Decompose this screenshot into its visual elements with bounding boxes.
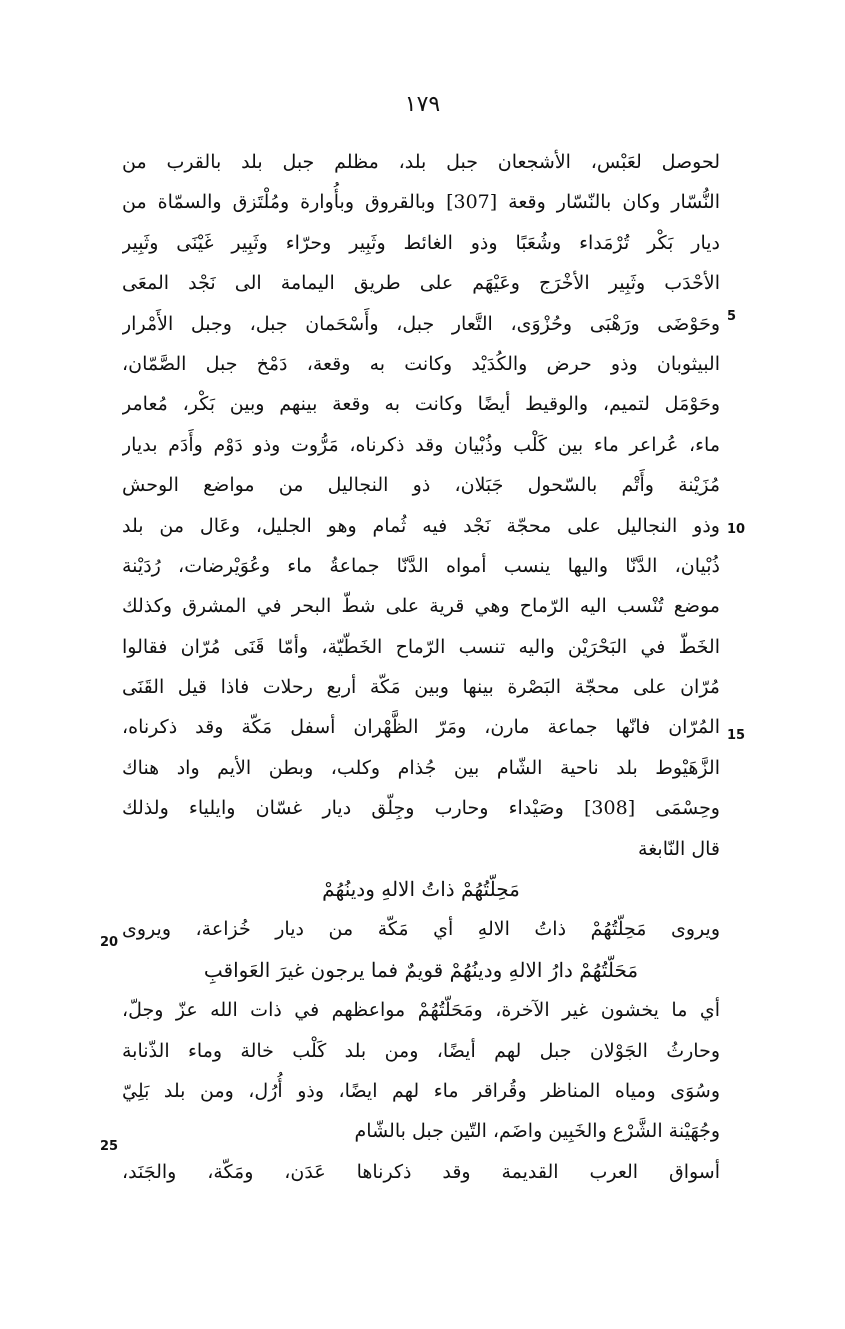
margin-line-number-20: 20 bbox=[100, 935, 119, 950]
text-line-4: الأحْدَب وثَبِير الأخْرَج وعَيْهَم على طريق اليمامة الى نَجْد المعَى bbox=[122, 272, 720, 295]
text-line-12: موضع تُنْسب اليه الرّماح وهي قرية على شطّ البحر في المشرق وكذلك bbox=[122, 595, 720, 618]
text-line-16: الزَّهَيْوط بلد ناحية الشّام بين جُذام وكلب، وبطن الأيم واد هناك bbox=[122, 756, 720, 779]
text-line-2: النُّسّار وكان بالنّسّار وقعة [307] وبالقروق وبأُوارة ومُلْتَزق والسمّاة من bbox=[122, 191, 720, 214]
text-line-26: أسواق العرب القديمة وقد ذكرناها عَدَن، ومَكّة، والجَنَد، bbox=[122, 1160, 720, 1183]
text-line-18: قال النّابغة bbox=[638, 837, 720, 860]
text-line-14: مُرّان على محجّة البَصْرة بينها وبين مَكّة أربع رحلات فاذا قيل القَنَى bbox=[122, 676, 720, 699]
margin-line-number-25: 25 bbox=[100, 1139, 119, 1154]
text-line-20: ويروى مَحِلّتُهُمْ ذاتُ الالهِ أي مَكّة من ديار خُزاعة، ويروى bbox=[122, 918, 720, 941]
text-line-24: وسُوَى ومياه المناظر وقُراقر ماء لهم ايضًا، وذو أُرُل، ومن بلد بَلِيّ bbox=[122, 1079, 720, 1102]
text-line-22: أي ما يخشون غير الآخرة، ومَحَلّتُهُمْ مواعظهم في ذات الله عزّ وجلّ، bbox=[122, 999, 720, 1022]
text-line-13: الخَطّ في البَحْرَيْن واليه تنسب الرّماح الخَطّيّة، وأمّا قَنَى مُرّان فقالوا bbox=[122, 635, 720, 658]
verse-line-2: مَحَلّتُهُمْ دارُ الالهِ ودينُهُمْ قويمٌ فما يرجون غيرَ العَواقبِ bbox=[203, 957, 639, 982]
text-line-8: ماء، عُراعر ماء بين كَلْب وذُبْيان وقد ذكرناه، مَرُّوت وذو دَوْم وأَدَم بديار bbox=[122, 433, 720, 456]
text-line-23: وحارثُ الجَوْلان جبل لهم أيضًا، ومن بلد كَلْب خالة وماء الذّنابة bbox=[122, 1039, 720, 1062]
text-line-1: لحوصل لعَبْس، الأشجعان جبل بلد، مظلم جبل بلد بالقرب من bbox=[122, 151, 720, 173]
page-number: ١٧٩ bbox=[404, 92, 441, 117]
text-line-7: وحَوْمَل لتميم، والوقيط أيضًا وكانت به وقعة بينهم وبين بَكْر، مُعامر bbox=[122, 393, 720, 416]
text-line-25: وجُهَيْنة الشَّرْع والخَبِين واضَم، التّين جبل بالشّام bbox=[354, 1120, 720, 1143]
body-text bbox=[122, 142, 720, 1192]
margin-line-number-5: 5 bbox=[727, 309, 737, 324]
text-line-5: وحَوْضَى ورَهْبَى وحُزْوَى، التَّعار جبل، وأَسْحَمان جبل، وجبل الأَمْرار bbox=[122, 312, 720, 335]
text-line-6: البيثوبان وذو حرض والكُدَيْد وكانت به وقعة، دَمْخ جبل الصَّمّان، bbox=[122, 352, 720, 375]
margin-line-number-15: 15 bbox=[727, 728, 746, 743]
text-line-15: المُرّان فانّها جماعة مارن، ومَرّ الظَّهْران أسفل مَكّة وقد ذكرناه، bbox=[122, 716, 720, 739]
margin-line-number-10: 10 bbox=[727, 522, 746, 537]
text-line-17: وحِسْمَى [308] وصَيْداء وحارب وجِلّق ديار غسّان وايلياء ولذلك bbox=[122, 797, 720, 820]
text-line-9: مُزَيْنة وأَتْم بالسّحول جَبَلان، ذو النجاليل من مواضع الوحش bbox=[122, 474, 720, 497]
text-line-10: وذو النجاليل على محجّة نَجْد فيه ثُمام وهو الجليل، وعَال من بلد bbox=[122, 514, 720, 537]
text-line-3: ديار بَكْر تُرْمَداء وشُعَبًا وذو الغائط وثَبِير وحرّاء وثَبِير غَيْنَى وثَبِير bbox=[122, 231, 720, 254]
text-line-11: ذُبْيان، الدَّنّا واليها ينسب أمواه الدَّنّا جماعةُ ماء وعُوَيْرضات، رُدَيْنة bbox=[122, 554, 720, 577]
verse-line-1: مَحِلّتُهُمْ ذاتُ الالهِ ودينُهُمْ bbox=[322, 877, 520, 902]
